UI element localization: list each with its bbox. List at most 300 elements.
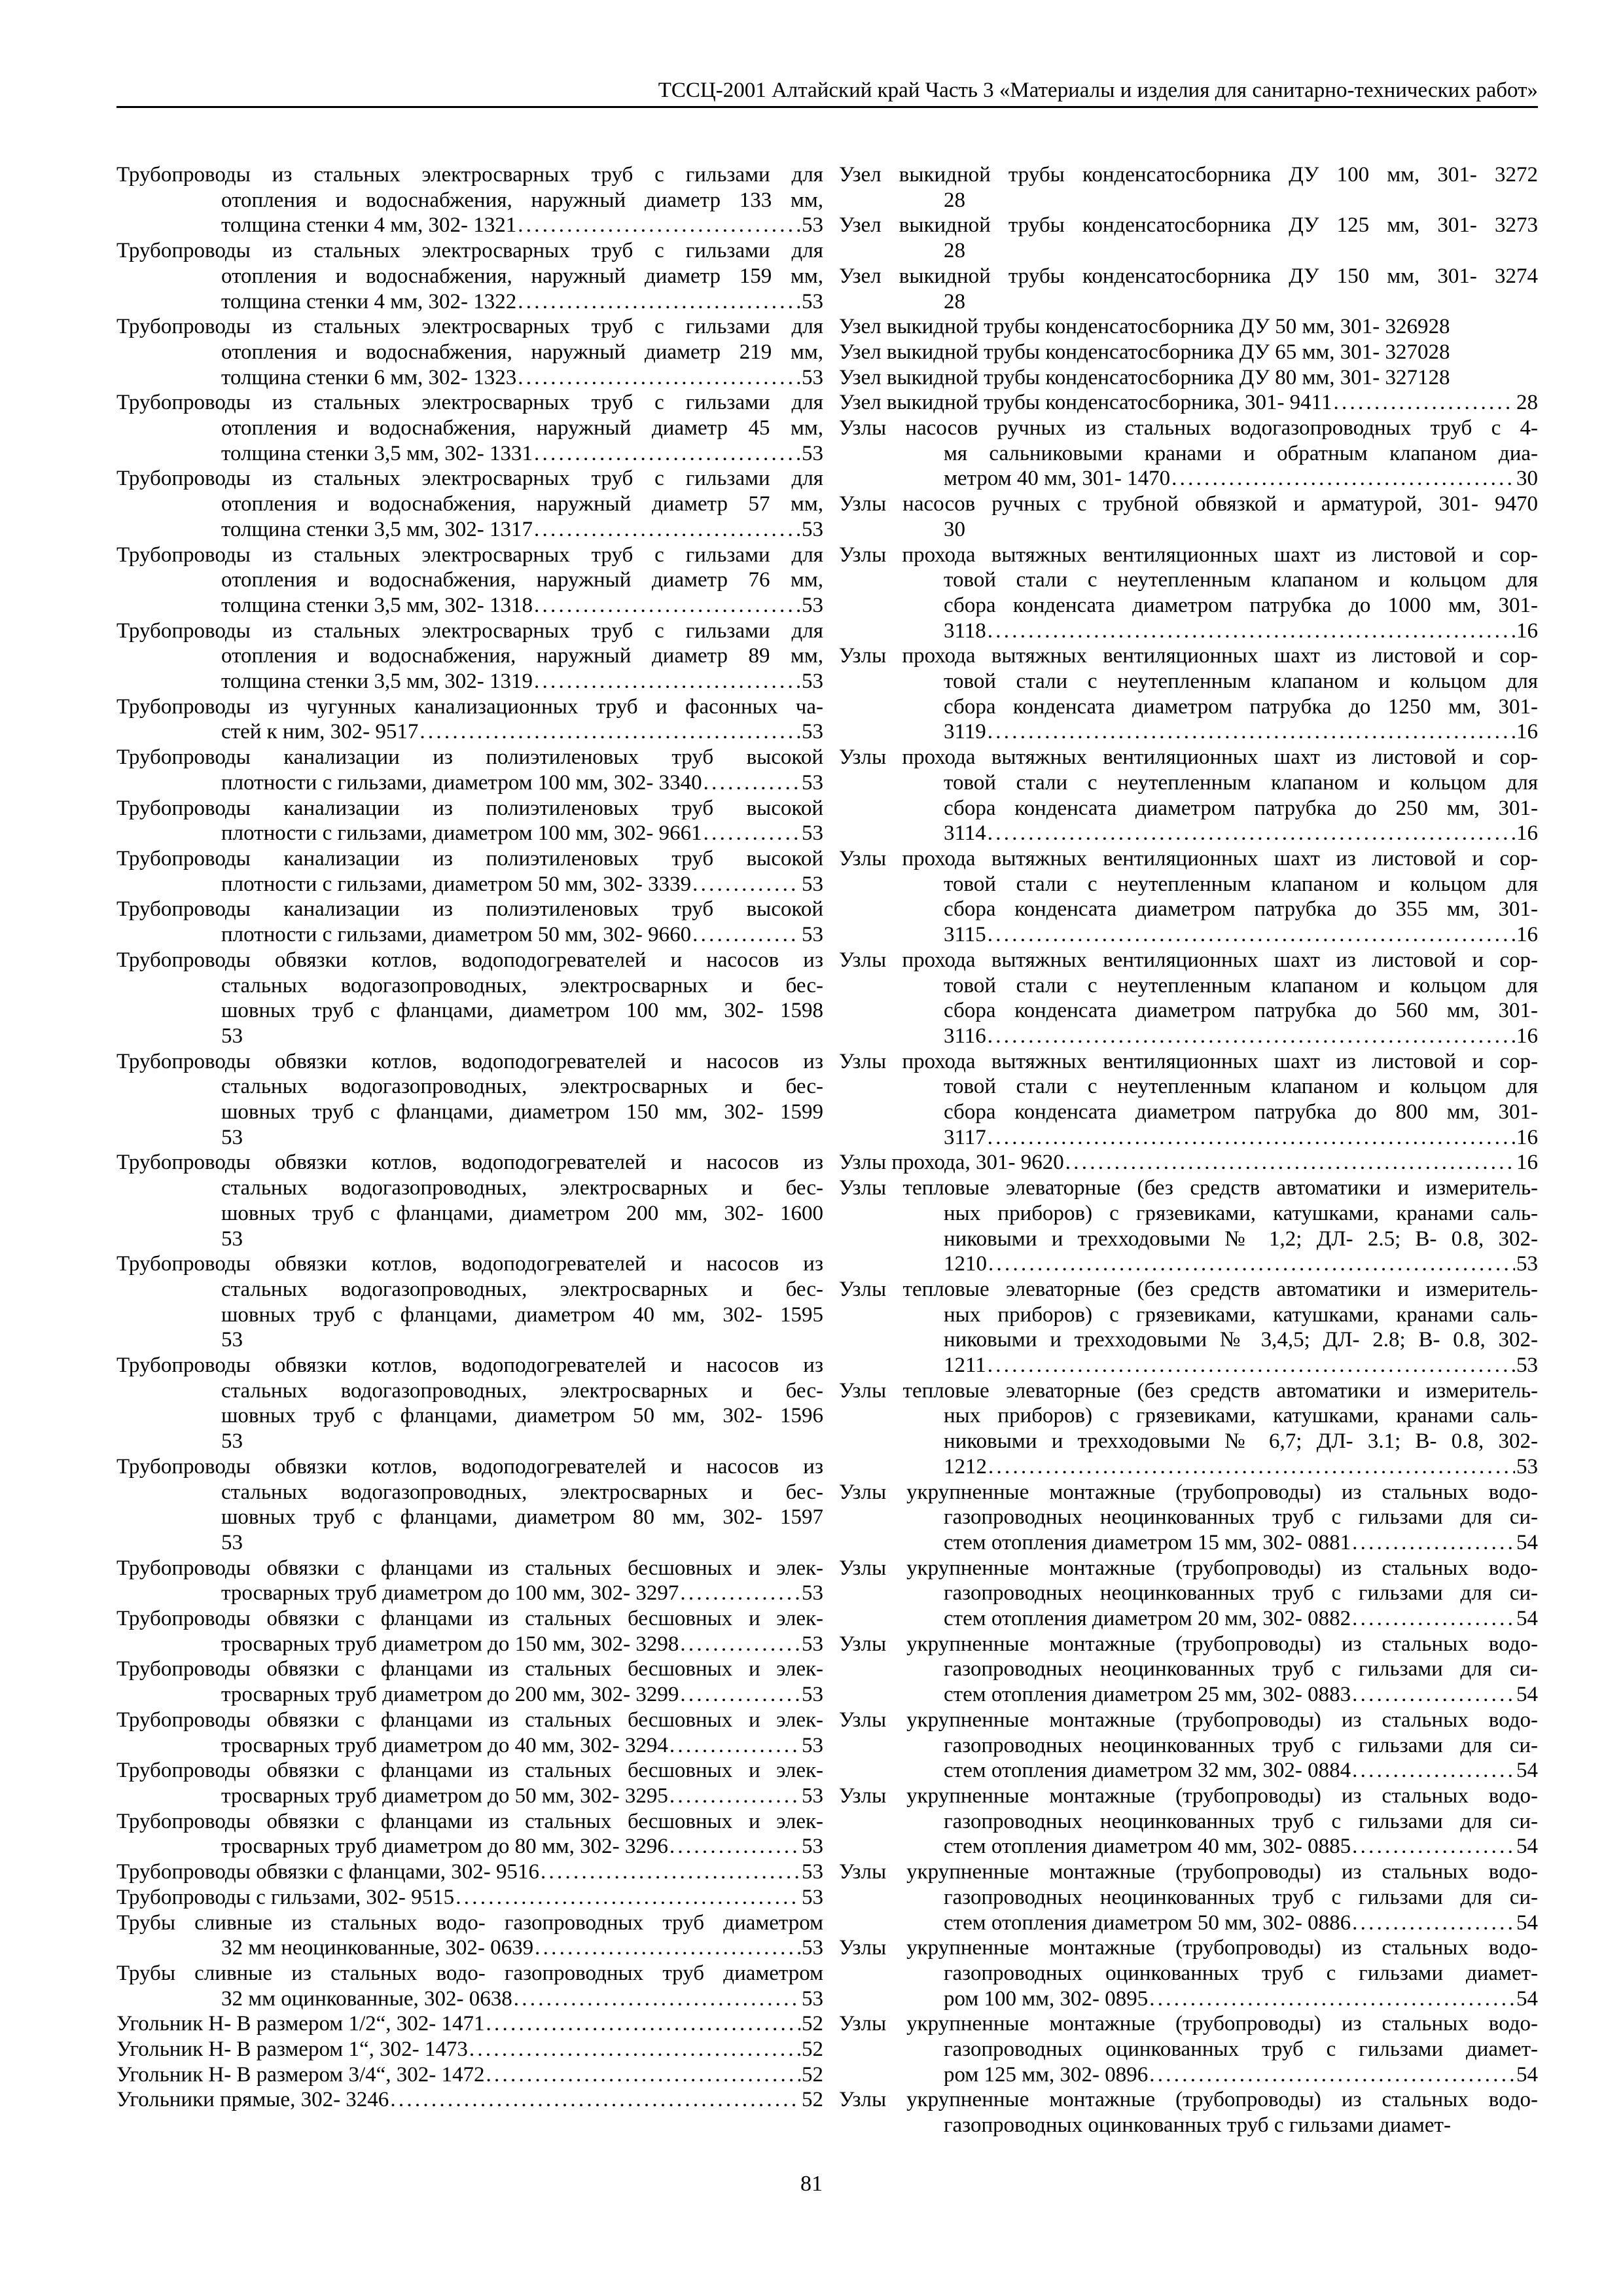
dot-leader [534,593,800,619]
index-entry-text: толщина стенки 3,5 мм, 302- 1331 [221,441,533,465]
index-entry-text: Трубопроводы с гильзами, 302- 9515 [116,1885,455,1909]
index-entry-leader-line [116,2062,823,2088]
index-entry-line: отопления и водоснабжения, наружный диаметр 219 мм, [221,340,823,364]
index-entry-text: толщина стенки 4 мм, 302- 1321 [221,213,517,238]
index-entry-leader-line [116,1581,823,1606]
index-entry-text: плотности с гильзами, диаметром 50 мм, 302- 9660 [221,923,692,947]
dot-leader [1352,1910,1515,1936]
index-entry-text: Угольник Н- В размером 3/4“, 302- 1472 [116,2062,485,2087]
index-entry-line: газопроводных оцинкованных труб с гильзами диамет- [944,2037,1538,2062]
index-entry-line: газопроводных неоцинкованных труб с гильзами для си- [944,1581,1538,1605]
dot-leader [692,872,800,897]
index-entry-page: 53 [802,670,823,694]
index-entry-leader-line [116,2011,823,2037]
index-entry [116,2037,823,2062]
index-entry-page: 53 [802,1632,823,1656]
index-entry-leader-line [839,821,1538,846]
index-entry-line: Узлы укрупненные монтажные (трубопроводы) из стальных водо- [839,2088,1538,2112]
dot-leader [988,922,1515,948]
index-entry-line: шовных труб с фланцами, диаметром 50 мм, 302- 1596 [221,1404,823,1428]
index-entry [839,1784,1538,1859]
index-entry-line: отопления и водоснабжения, наружный диаметр 76 мм, [221,568,823,592]
index-entry [839,643,1538,745]
index-entry [116,619,823,694]
index-entry [116,1758,823,1808]
dot-leader [988,1251,1515,1277]
index-entry-line: Трубопроводы обвязки котлов, водоподогревателей и насосов из [116,948,823,972]
index-entry-page: 54 [1516,1759,1538,1783]
index-entry-line: Трубопроводы из стальных электросварных труб с гильзами для [116,163,823,187]
index-entry-page: 16 [1516,1125,1538,1149]
index-entry-text: стей к ним, 302- 9517 [221,720,419,744]
dot-leader [988,1353,1515,1378]
index-entry-text: стем отопления диаметром 40 мм, 302- 0885 [944,1835,1351,1859]
index-entry-line: шовных труб с фланцами, диаметром 150 мм, 302- 1599 [221,1100,823,1124]
index-entry-line: 28 [944,289,965,314]
index-entry [116,2062,823,2088]
index-entry-page: 53 [1516,1454,1538,1479]
index-entry [839,1859,1538,1935]
index-entry-line: 53 [221,1328,243,1352]
index-entry-page: 53 [802,1885,823,1909]
index-entry-line: отопления и водоснабжения, наружный диаметр 89 мм, [221,644,823,668]
index-entry-line: шовных труб с фланцами, диаметром 80 мм, 302- 1597 [221,1505,823,1530]
index-entry-line: газопроводных неоцинкованных труб с гильзами для си- [944,1657,1538,1681]
index-entry-line: товой стали с неутепленным клапаном и кольцом для [944,973,1538,997]
index-entry-leader-line [839,466,1538,492]
index-entry-line: товой стали с неутепленным клапаном и кольцом для [944,670,1538,694]
index-entry-text: Угольники прямые, 302- 3246 [116,2088,389,2112]
index-entry [839,162,1538,213]
index-entry [839,2087,1538,2138]
index-entry-line: товой стали с неутепленным клапаном и кольцом для [944,568,1538,592]
index-entry-text: плотности с гильзами, диаметром 50 мм, 302- 3339 [221,872,692,896]
index-entry-line: Трубопроводы из стальных электросварных труб с гильзами для [116,391,823,415]
index-entry [116,2087,823,2113]
index-entry [116,1556,823,1606]
dot-leader [988,619,1515,644]
index-entry-line: газопроводных неоцинкованных труб с гильзами для си- [944,1505,1538,1530]
index-entry-page: 53 [802,441,823,465]
dot-leader [534,669,800,694]
index-entry-line: Узлы тепловые элеваторные (без средств автоматики и измеритель- [839,1176,1538,1200]
index-entry-line: Узлы укрупненные монтажные (трубопроводы) из стальных водо- [839,1556,1538,1580]
index-entry-text: 1211 [944,1354,986,1378]
dot-leader [704,821,800,846]
index-entry-page: 53 [802,1733,823,1757]
index-entry-page: 52 [802,2088,823,2112]
index-entry-text: 3115 [944,923,986,947]
index-entry-text: плотности с гильзами, диаметром 100 мм, 302- 9661 [221,821,702,846]
index-entry-line: Узлы укрупненные монтажные (трубопроводы) из стальных водо- [839,2012,1538,2036]
index-entry-line: шовных труб с фланцами, диаметром 200 мм, 302- 1600 [221,1201,823,1225]
index-entry [839,1277,1538,1378]
dot-leader [692,922,800,948]
index-entry-line: газопроводных неоцинкованных труб с гильзами для си- [944,1733,1538,1757]
index-entry-line: Узлы прохода вытяжных вентиляционных шахт из листовой и сор- [839,745,1538,770]
index-entry-line: Трубопроводы из стальных электросварных труб с гильзами для [116,315,823,339]
dot-leader [518,365,800,391]
dot-leader [680,1581,800,1606]
index-entry-line: Трубопроводы обвязки с фланцами из стальных бесшовных и элек- [116,1708,823,1732]
index-entry [116,466,823,542]
index-entry-line: Трубопроводы из стальных электросварных труб с гильзами для [116,239,823,263]
index-entry-line: Трубопроводы обвязки котлов, водоподогревателей и насосов из [116,1354,823,1378]
index-entry [116,796,823,846]
index-entry-line: никовыми и трехходовыми № 6,7; ДЛ- 3.1; В- 0.8, 302- [944,1429,1538,1454]
index-entry-line: сбора конденсата диаметром патрубка до 355 мм, 301- [944,897,1538,922]
index-entry-line: отопления и водоснабжения, наружный диаметр 57 мм, [221,492,823,516]
dot-leader [1149,1986,1515,2012]
index-entry-line: сбора конденсата диаметром патрубка до 1000 мм, 301- [944,593,1538,617]
index-entry [839,492,1538,542]
index-entry-line: газопроводных неоцинкованных труб с гильзами для си- [944,1885,1538,1909]
index-entry-leader-line [839,619,1538,644]
index-entry [839,543,1538,644]
index-entry [116,1454,823,1556]
index-entry-leader-line [116,517,823,543]
index-entry-line: 53 [221,1227,243,1251]
index-entry-page: 53 [1516,1252,1538,1276]
index-entry [116,390,823,466]
dot-leader [514,1986,800,2012]
index-entry-text: 3117 [944,1125,986,1149]
index-entry-line: отопления и водоснабжения, наружный диаметр 133 мм, [221,188,823,212]
index-entry-page: 53 [802,593,823,617]
dot-leader [534,517,800,543]
dot-leader [541,1859,800,1885]
index-entry-line: 28 [944,188,965,212]
index-entry-leader-line [116,2087,823,2113]
index-entry-line: 53 [221,1125,243,1149]
index-entry-line: Узлы укрупненные монтажные (трубопроводы) из стальных водо- [839,1708,1538,1732]
index-entry-line: Узел выкидной трубы конденсатосборника ДУ 125 мм, 301- 3273 [839,213,1538,238]
index-entry [116,1606,823,1657]
index-entry-leader-line [116,441,823,467]
index-entry-text: толщина стенки 3,5 мм, 302- 1318 [221,593,533,617]
index-entry-text: ром 125 мм, 302- 0896 [944,2062,1149,2087]
dot-leader [988,821,1515,846]
index-entry-line: 53 [221,1429,243,1454]
index-entry-line: Трубопроводы канализации из полиэтиленовых труб высокой [116,897,823,922]
index-entry-line: Трубопроводы обвязки котлов, водоподогревателей и насосов из [116,1151,823,1175]
index-entry [839,416,1538,492]
index-entry-line: сбора конденсата диаметром патрубка до 1250 мм, 301- [944,694,1538,719]
dot-leader [704,770,800,796]
index-entry-line: Трубопроводы обвязки с фланцами из стальных бесшовных и элек- [116,1809,823,1833]
dot-leader [1352,1834,1515,1859]
index-entry-text: Узлы прохода, 301- 9620 [839,1151,1064,1175]
index-entry-line: никовыми и трехходовыми № 3,4,5; ДЛ- 2.8; В- 0.8, 302- [944,1328,1538,1352]
index-entry-line: Трубопроводы обвязки котлов, водоподогревателей и насосов из [116,1454,823,1479]
dot-leader [1352,1758,1515,1784]
dot-leader [419,719,800,745]
index-entry-text: стем отопления диаметром 20 мм, 302- 0882 [944,1607,1351,1631]
index-entry-line: стальных водогазопроводных, электросварных и бес- [221,1378,823,1403]
index-entry-line: товой стали с неутепленным клапаном и кольцом для [944,872,1538,896]
index-entry [116,1859,823,1885]
index-entry-line: Узлы тепловые элеваторные (без средств автоматики и измеритель- [839,1277,1538,1301]
index-entry-line: 53 [221,1530,243,1554]
index-entry-text: ром 100 мм, 302- 0895 [944,1986,1149,2011]
dot-leader [988,1454,1515,1480]
index-entry-text: тросварных труб диаметром до 200 мм, 302- 3299 [221,1683,679,1707]
index-entry-page: 54 [1516,1835,1538,1859]
index-entry-page: 54 [1516,1910,1538,1935]
index-entry-line: ных приборов) с грязевиками, катушками, кранами саль- [944,1404,1538,1428]
index-entry [839,314,1538,340]
index-entry-page: 52 [802,2037,823,2062]
index-entry-leader-line [839,1758,1538,1784]
index-entry-line: 30 [944,517,965,541]
index-entry [116,897,823,947]
index-entry [116,314,823,390]
index-entry-page: 30 [1516,467,1538,491]
index-entry-text: тросварных труб диаметром до 100 мм, 302- 3297 [221,1581,679,1605]
index-entry-line: Трубы сливные из стальных водо- газопроводных труб диаметром [116,1910,823,1935]
index-entry-leader-line [839,1150,1538,1175]
index-entry-line: Узлы укрупненные монтажные (трубопроводы) из стальных водо- [839,1632,1538,1656]
index-entry-line: сбора конденсата диаметром патрубка до 560 мм, 301- [944,999,1538,1023]
index-entry-text: 32 мм неоцинкованные, 302- 0639 [221,1936,534,1960]
index-entry-leader-line [116,1682,823,1708]
index-entry-leader-line [116,1834,823,1859]
index-entry-text: стем отопления диаметром 32 мм, 302- 0884 [944,1759,1351,1783]
index-entry-line: Узел выкидной трубы конденсатосборника ДУ 150 мм, 301- 3274 [839,264,1538,288]
index-entry-text: тросварных труб диаметром до 150 мм, 302- 3298 [221,1632,679,1656]
index-entry-page: 16 [1516,821,1538,846]
index-entry [839,1935,1538,2011]
index-entry-leader-line [116,1986,823,2012]
index-entry-text: стем отопления диаметром 50 мм, 302- 0886 [944,1910,1351,1935]
running-header: ТССЦ-2001 Алтайский край Часть 3 «Материалы и изделия для санитарно-технических работ» [116,77,1538,108]
index-entry-page: 52 [802,2062,823,2087]
index-entry [839,1556,1538,1632]
dot-leader [518,289,800,315]
index-entry-line: сбора конденсата диаметром патрубка до 800 мм, 301- [944,1100,1538,1124]
dot-leader [680,1632,800,1657]
index-entry-leader-line [116,821,823,846]
index-entry-page: 16 [1516,1024,1538,1048]
index-entry-text: метром 40 мм, 301- 1470 [944,467,1171,491]
index-entry-text: Узел выкидной трубы конденсатосборника, 301- 9411 [839,391,1332,415]
index-entry-leader-line [116,1733,823,1759]
index-entry-line: Узлы прохода вытяжных вентиляционных шахт из листовой и сор- [839,1049,1538,1073]
dot-leader [1171,466,1515,492]
index-entry-page: 28 [1516,391,1538,415]
index-entry-page: 16 [1516,923,1538,947]
index-entry-text: плотности с гильзами, диаметром 100 мм, 302- 3340 [221,770,702,795]
index-entry-line: Узлы насосов ручных с трубной обвязкой и арматурой, 301- 9470 [839,492,1538,516]
dot-leader [1149,2062,1515,2088]
dot-leader [1352,1530,1515,1556]
page-number: 81 [800,2172,823,2196]
index-entry-line: стальных водогазопроводных, электросварных и бес- [221,973,823,997]
index-entry-text: толщина стенки 4 мм, 302- 1322 [221,289,517,314]
index-entry [839,1632,1538,1708]
index-entry-leader-line [839,1910,1538,1936]
index-entry-leader-line [839,1454,1538,1480]
dot-leader [534,441,800,467]
index-entry-page: 53 [802,770,823,795]
index-entry-line: Трубопроводы обвязки с фланцами из стальных бесшовных и элек- [116,1657,823,1681]
index-entry-leader-line [116,872,823,897]
index-entry-page: 54 [1516,1530,1538,1554]
dot-leader [1333,390,1515,416]
index-entry-line: Трубопроводы канализации из полиэтиленовых труб высокой [116,745,823,770]
index-entry-page: 53 [802,213,823,238]
index-entry [116,694,823,745]
index-entry-page: 52 [802,2012,823,2036]
index-entry-text: Угольник Н- В размером 1/2“, 302- 1471 [116,2012,485,2036]
index-entry-leader-line [839,390,1538,416]
index-entry-text: 3114 [944,821,986,846]
index-entry [839,745,1538,846]
index-entry-page: 53 [802,872,823,896]
index-entry-line: товой стали с неутепленным клапаном и кольцом для [944,770,1538,795]
index-entry-leader-line [839,922,1538,948]
index-entry-text: 3119 [944,720,986,744]
index-entry-leader-line [116,2037,823,2062]
index-entry-line: Трубопроводы обвязки с фланцами из стальных бесшовных и элек- [116,1759,823,1783]
dot-leader [486,2062,801,2088]
index-entry-text: тросварных труб диаметром до 50 мм, 302- 3295 [221,1784,668,1808]
index-entry-page: 16 [1516,619,1538,643]
index-entry-line: Узел выкидной трубы конденсатосборника ДУ 80 мм, 301- 327128 [839,365,1450,389]
index-entry-page: 54 [1516,1607,1538,1631]
index-entry-line: газопроводных оцинкованных труб с гильзами диамет- [944,2113,1451,2138]
index-entry [839,340,1538,365]
index-entry-line: ных приборов) с грязевиками, катушками, кранами саль- [944,1201,1538,1225]
index-entry-leader-line [116,1935,823,1961]
index-entry-line: Трубопроводы обвязки с фланцами из стальных бесшовных и элек- [116,1556,823,1580]
index-entry-text: 1212 [944,1454,987,1479]
index-entry-line: Трубопроводы обвязки с фланцами из стальных бесшовных и элек- [116,1607,823,1631]
index-entry-line: Узлы насосов ручных из стальных водогазопроводных труб с 4- [839,416,1538,440]
index-entry [839,365,1538,391]
dot-leader [988,1024,1515,1049]
index-entry-text: стем отопления диаметром 25 мм, 302- 0883 [944,1683,1351,1707]
index-entry-line: Трубопроводы из чугунных канализационных труб и фасонных ча- [116,694,823,719]
index-entry-line: мя сальниковыми кранами и обратным клапаном диа- [944,441,1538,465]
index-entry-line: Узел выкидной трубы конденсатосборника ДУ 65 мм, 301- 327028 [839,340,1450,364]
index-entry [839,1480,1538,1556]
index-entry [116,1910,823,1961]
index-entry-text: толщина стенки 3,5 мм, 302- 1319 [221,670,533,694]
index-entry [839,213,1538,263]
index-entry [839,1175,1538,1277]
index-entry-line: шовных труб с фланцами, диаметром 100 мм, 302- 1598 [221,999,823,1023]
index-entry-page: 53 [802,923,823,947]
index-entry-line: Трубы сливные из стальных водо- газопроводных труб диаметром [116,1961,823,1985]
index-entry-page: 53 [802,1936,823,1960]
index-entry-line: Трубопроводы обвязки котлов, водоподогревателей и насосов из [116,1049,823,1073]
dot-leader [669,1834,800,1859]
index-entry-leader-line [116,213,823,238]
index-entry [116,1251,823,1353]
index-entry-line: Трубопроводы из стальных электросварных труб с гильзами для [116,619,823,643]
dot-leader [486,2011,801,2037]
index-entry-page: 16 [1516,720,1538,744]
index-entry-line: Узлы прохода вытяжных вентиляционных шахт из листовой и сор- [839,644,1538,668]
index-entry-line: Узлы тепловые элеваторные (без средств автоматики и измеритель- [839,1378,1538,1403]
index-entry-line: стальных водогазопроводных, электросварных и бес- [221,1277,823,1301]
index-entry [116,543,823,619]
index-entry [116,1353,823,1454]
index-entry-line: стальных водогазопроводных, электросварных и бес- [221,1176,823,1200]
index-entry-leader-line [116,1632,823,1657]
index-entry-leader-line [839,719,1538,745]
index-entry-line: Узлы укрупненные монтажные (трубопроводы) из стальных водо- [839,1784,1538,1808]
index-entry-line: отопления и водоснабжения, наружный диаметр 45 мм, [221,416,823,440]
index-entry [116,162,823,238]
index-entry [116,1809,823,1859]
index-entry [116,846,823,897]
index-entry-line: Узлы прохода вытяжных вентиляционных шахт из листовой и сор- [839,846,1538,870]
index-entry [116,1885,823,1910]
index-entry-line: Трубопроводы из стальных электросварных труб с гильзами для [116,543,823,567]
index-entry-line: Узел выкидной трубы конденсатосборника ДУ 100 мм, 301- 3272 [839,163,1538,187]
index-entry-leader-line [839,2062,1538,2088]
index-entry-line: ных приборов) с грязевиками, катушками, кранами саль- [944,1302,1538,1327]
index-entry-leader-line [116,719,823,745]
index-entry-line: Узлы прохода вытяжных вентиляционных шахт из листовой и сор- [839,543,1538,567]
index-entry-line: Узлы прохода вытяжных вентиляционных шахт из листовой и сор- [839,948,1538,972]
index-entry-leader-line [116,669,823,694]
index-entry-line: Трубопроводы обвязки котлов, водоподогревателей и насосов из [116,1252,823,1276]
index-entry-page: 54 [1516,2062,1538,2087]
dot-leader [455,1885,800,1910]
index-column-right [839,162,1538,2138]
index-entry-text: 1210 [944,1252,987,1276]
index-entry-line: никовыми и трехходовыми № 1,2; ДЛ- 2.5; В- 0.8, 302- [944,1227,1538,1251]
dot-leader [390,2087,800,2113]
index-entry-text: тросварных труб диаметром до 80 мм, 302- 3296 [221,1835,668,1859]
dot-leader [535,1935,800,1961]
index-entry-line: газопроводных оцинкованных труб с гильзами диамет- [944,1961,1538,1985]
index-entry [116,1708,823,1758]
index-entry-text: Трубопроводы обвязки с фланцами, 302- 9516 [116,1860,540,1884]
index-entry-leader-line [839,1682,1538,1708]
index-entry-line: стальных водогазопроводных, электросварных и бес- [221,1480,823,1504]
dot-leader [1065,1150,1515,1175]
index-entry-page: 53 [802,1581,823,1605]
index-entry-text: толщина стенки 3,5 мм, 302- 1317 [221,517,533,541]
index-entry-line: Узлы укрупненные монтажные (трубопроводы) из стальных водо- [839,1480,1538,1504]
index-entry-leader-line [839,1353,1538,1378]
index-entry [116,745,823,795]
index-entry [839,1708,1538,1784]
index-entry-leader-line [839,1125,1538,1151]
index-entry-leader-line [116,770,823,796]
index-entry-leader-line [116,1885,823,1910]
index-entry-leader-line [116,922,823,948]
index-entry [116,1657,823,1707]
index-entry-text: 3118 [944,619,986,643]
index-entry-leader-line [116,1859,823,1885]
index-entry [116,2011,823,2037]
index-entry-line: стальных водогазопроводных, электросварных и бес- [221,1075,823,1099]
index-entry-page: 53 [802,1986,823,2011]
index-entry-leader-line [839,1834,1538,1859]
dot-leader [669,1784,800,1809]
index-entry-text: тросварных труб диаметром до 40 мм, 302- 3294 [221,1733,668,1757]
index-entry-leader-line [839,1606,1538,1632]
index-entry-line: товой стали с неутепленным клапаном и кольцом для [944,1075,1538,1099]
index-entry-text: 3116 [944,1024,986,1048]
index-entry-line: отопления и водоснабжения, наружный диаметр 159 мм, [221,264,823,288]
dot-leader [988,719,1515,745]
